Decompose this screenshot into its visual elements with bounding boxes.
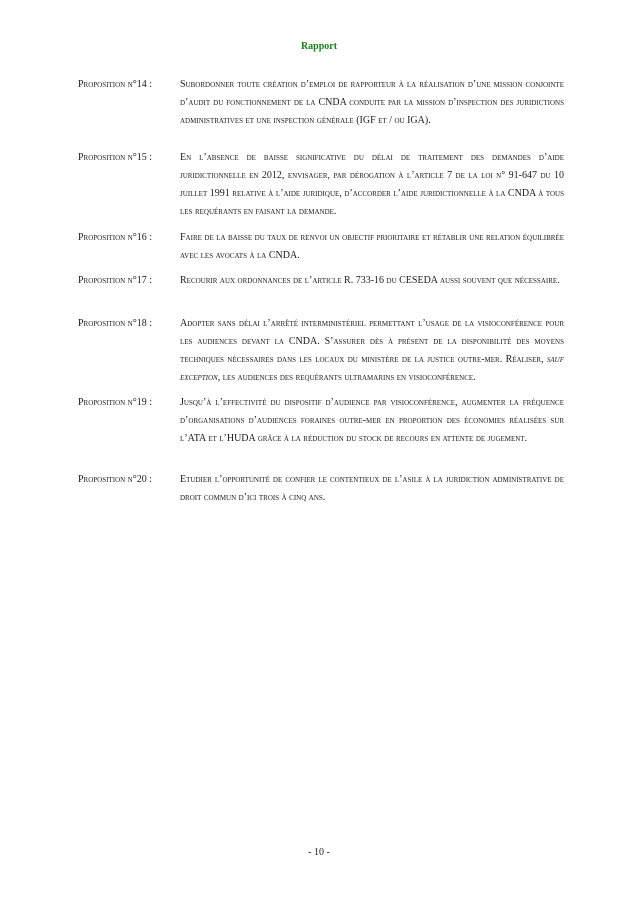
proposal-17: [78, 272, 564, 315]
proposal-text: [180, 315, 564, 387]
report-header-title: Rapport: [300, 41, 338, 52]
proposal-14: [78, 76, 564, 149]
proposal-text: Recourir aux ordonnances de l’article R. 733-16 du CESEDA aussi souvent que nécessaire.: [180, 275, 560, 286]
proposal-label: Proposition n°17 :: [78, 275, 153, 286]
proposal-label: Proposition n°20 :: [78, 474, 153, 485]
proposals-list: [78, 76, 564, 511]
proposal-text: En l’absence de baisse significative du délai de traitement des demandes d’aide juridictionnelle en 2012, envisager, par dérogation à l’article 7 de la loi n° 91-647 du 10 juillet 1991 relative à l’aide juridique, d’accorder l’aide juridictionnelle à la CNDA à tous les requérants en faisant la demande.: [180, 152, 564, 217]
proposal-label: Proposition n°16 :: [78, 232, 153, 243]
proposal-18: [78, 315, 564, 394]
proposal-text-italic: sauf exception: [180, 354, 564, 383]
proposal-text-part: , les audiences des requérants ultramarins en visioconférence.: [217, 372, 476, 383]
proposal-20: [78, 471, 564, 511]
proposal-text: Etudier l’opportunité de confier le contentieux de l’asile à la juridiction administrative de droit commun d’ici trois à cinq ans.: [180, 474, 564, 503]
proposal-label: Proposition n°19 :: [78, 397, 153, 408]
proposal-text: Faire de la baisse du taux de renvoi un objectif prioritaire et rétablir une relation équilibrée avec les avocats à la CNDA.: [180, 232, 564, 261]
proposal-text: Jusqu’à l’effectivité du dispositif d’audience par visioconférence, augmenter la fréquence d’organisations d’audiences foraines outre-mer en proportion des économies réalisées sur l’ATA et l’HUDA grâce à la réduction du stock de recours en attente de jugement.: [180, 397, 564, 444]
proposal-19: [78, 394, 564, 471]
page-number: - 10 -: [308, 847, 330, 858]
proposal-text: Subordonner toute création d’emploi de rapporteur à la réalisation d’une mission conjointe d’audit du fonctionnement de la CNDA conduite par la mission d’inspection des juridictions administratives et une inspection générale (IGF et / ou IGA).: [180, 79, 564, 126]
proposal-label: Proposition n°14 :: [78, 79, 153, 90]
proposal-15: [78, 149, 564, 229]
proposal-16: [78, 229, 564, 272]
proposal-text-part: Adopter sans délai l’arrêté interministériel permettant l’usage de la visioconférence pour les audiences devant la CNDA. S’assurer dès à présent de la disponibilité des moyens techniques nécessaires dans les locaux du ministère de la justice outre-mer. Réaliser,: [180, 318, 564, 365]
proposal-label: Proposition n°18 :: [78, 318, 153, 329]
proposal-label: Proposition n°15 :: [78, 152, 153, 163]
